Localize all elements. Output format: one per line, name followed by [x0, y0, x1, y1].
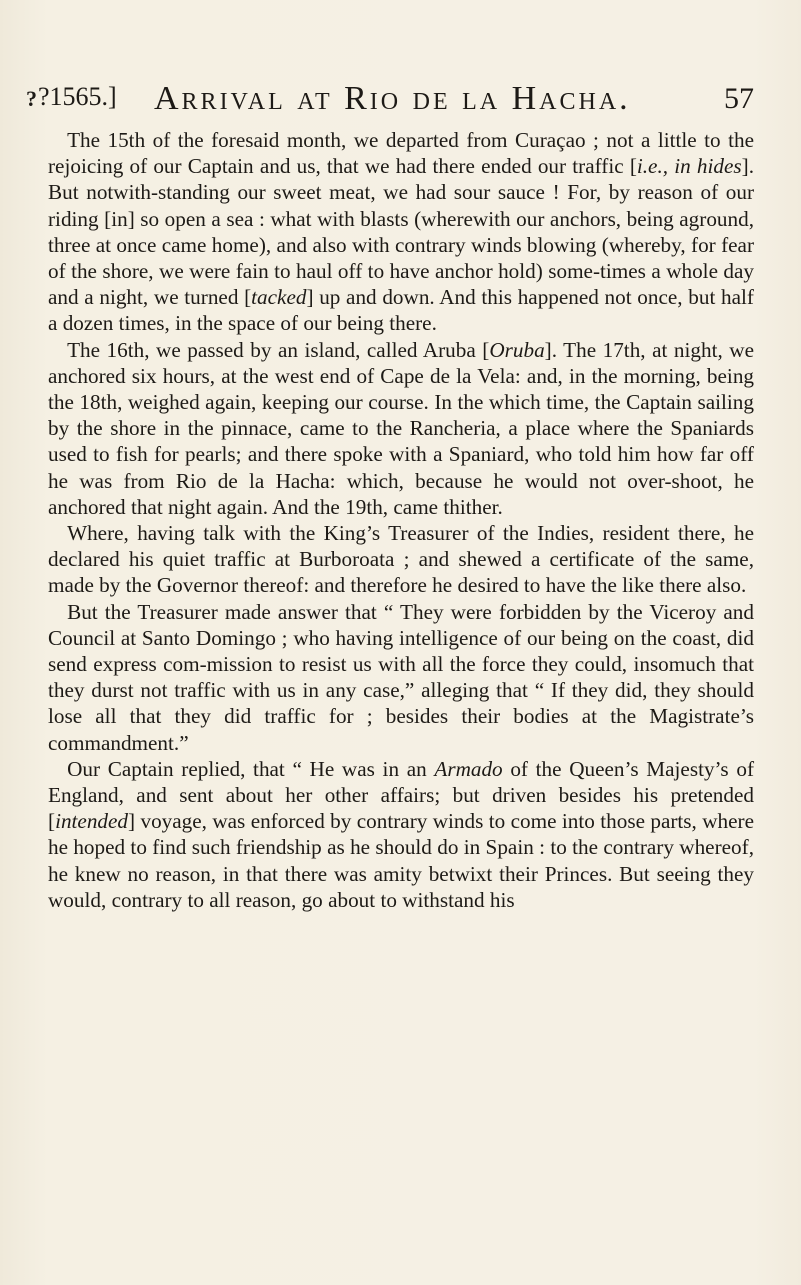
page-number: 57	[724, 82, 754, 115]
margin-mark: ?	[26, 86, 37, 111]
running-title: Arrival at Rio de la Hacha.	[154, 80, 631, 117]
italic-phrase: Oruba	[489, 337, 545, 362]
italic-phrase: Armado	[434, 756, 503, 781]
page-header	[26, 78, 756, 122]
paragraph: But the Treasurer made answer that “ They were forbidden by the Viceroy and Council at Santo Domingo ; who having intelligence of our being on the coast, did send express com-mission to resist us with all the force they could, insomuch that they durst not traffic with us in any case,” alleging that “ If they did, they should lose all that they did traffic for ; besides their bodies at the Magistrate’s commandment.”	[48, 599, 754, 755]
paragraph: Our Captain replied, that “ He was in an Armado of the Queen’s Majesty’s of England, and sent about her other affairs; but driven besides his pretended [intended] voyage, was enforced by contrary winds to come into those parts, where he hoped to find such friendship as he should do in Spain : to the contrary whereof, he knew no reason, in that there was amity betwixt their Princes. But seeing they would, contrary to all reason, go about to withstand his	[48, 756, 754, 912]
italic-phrase: intended	[55, 809, 129, 834]
paragraph: Where, having talk with the King’s Treasurer of the Indies, resident there, he declared his quiet traffic at Burboroata ; and shewed a certificate of the same, made by the Governor thereof: and therefore he desired to have the like there also.	[48, 521, 754, 598]
date-bracket: ?1565.]	[38, 82, 117, 111]
italic-phrase: i.e., in hides	[636, 154, 742, 179]
paragraph: The 15th of the foresaid month, we departed from Curaçao ; not a little to the rejoicing of our Captain and us, that we had there ended our traffic [i.e., in hides]. But notwith-standing our sweet meat, we had sour sauce ! For, by reason of our riding [in] so open a sea : what with blasts (wherewith our anchors, being aground, three at once came home), and also with contrary winds blowing (whereby, for fear of the shore, we were fain to haul off to have anchor hold) some-times a whole day and a night, we turned [tacked] up and down. And this happened not once, but half a dozen times, in the space of our being there.	[48, 128, 754, 336]
italic-phrase: tacked	[251, 285, 307, 310]
body-text	[48, 127, 754, 913]
paragraph: The 16th, we passed by an island, called Aruba [Oruba]. The 17th, at night, we anchored six hours, at the west end of Cape de la Vela: and, in the morning, being the 18th, weighed again, keeping our course. In the which time, the Captain sailing by the shore in the pinnace, came to the Rancheria, a place where the Spaniards used to fish for pearls; and there spoke with a Spaniard, who told him how far off he was from Rio de la Hacha: which, because he would not over-shoot, he anchored that night again. And the 19th, came thither.	[48, 337, 754, 519]
